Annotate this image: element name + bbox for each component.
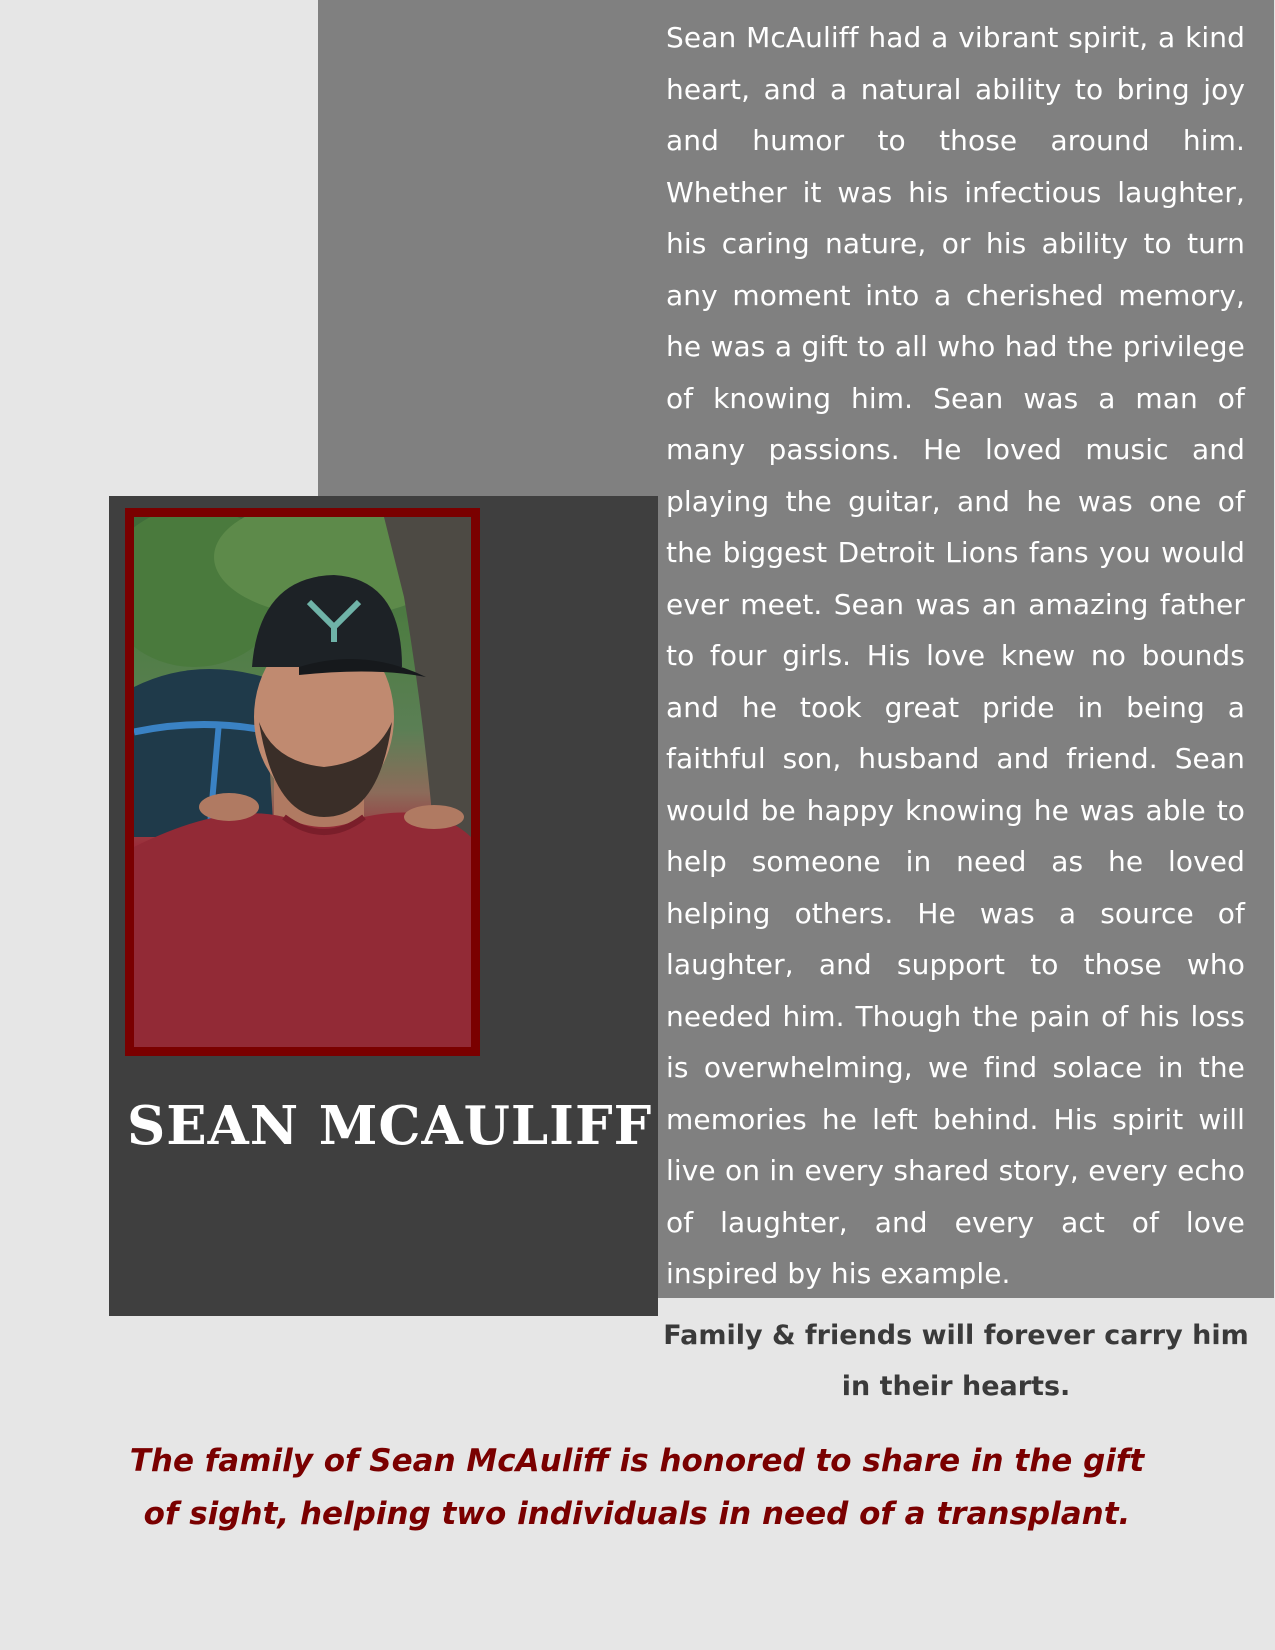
portrait-photo-icon bbox=[134, 517, 471, 1047]
donation-note: The family of Sean McAuliff is honored to share in the gift of sight, helping two individuals in need of a transplant. bbox=[129, 1443, 1145, 1532]
biography-text: Sean McAuliff had a vibrant spirit, a kind heart, and a natural ability to bring joy and humor to those around him. Whether it was his infectious laughter, his caring nature, or his ability to turn any moment into a cherished memory, he was a gift to all who had the privilege of knowing him. Sean was a man of many passions. He loved music and playing the guitar, and he was one of the biggest Detroit Lions fans you would ever meet. Sean was an amazing father to four girls. His love knew no bounds and he took great pride in being a faithful son, husband and friend. Sean would be happy knowing he was able to help someone in need as he loved helping others. He was a source of laughter, and support to those who needed him. Though the pain of his loss is overwhelming, we find solace in the memories he left behind. His spirit will live on in every shared story, every echo of laughter, and every act of love inspired by his example. bbox=[666, 21, 1245, 1290]
deceased-name: SEAN MCAULIFF bbox=[127, 1095, 653, 1157]
photo-frame bbox=[125, 508, 480, 1056]
closing-statement: Family & friends will forever carry him in their hearts. bbox=[663, 1320, 1249, 1402]
